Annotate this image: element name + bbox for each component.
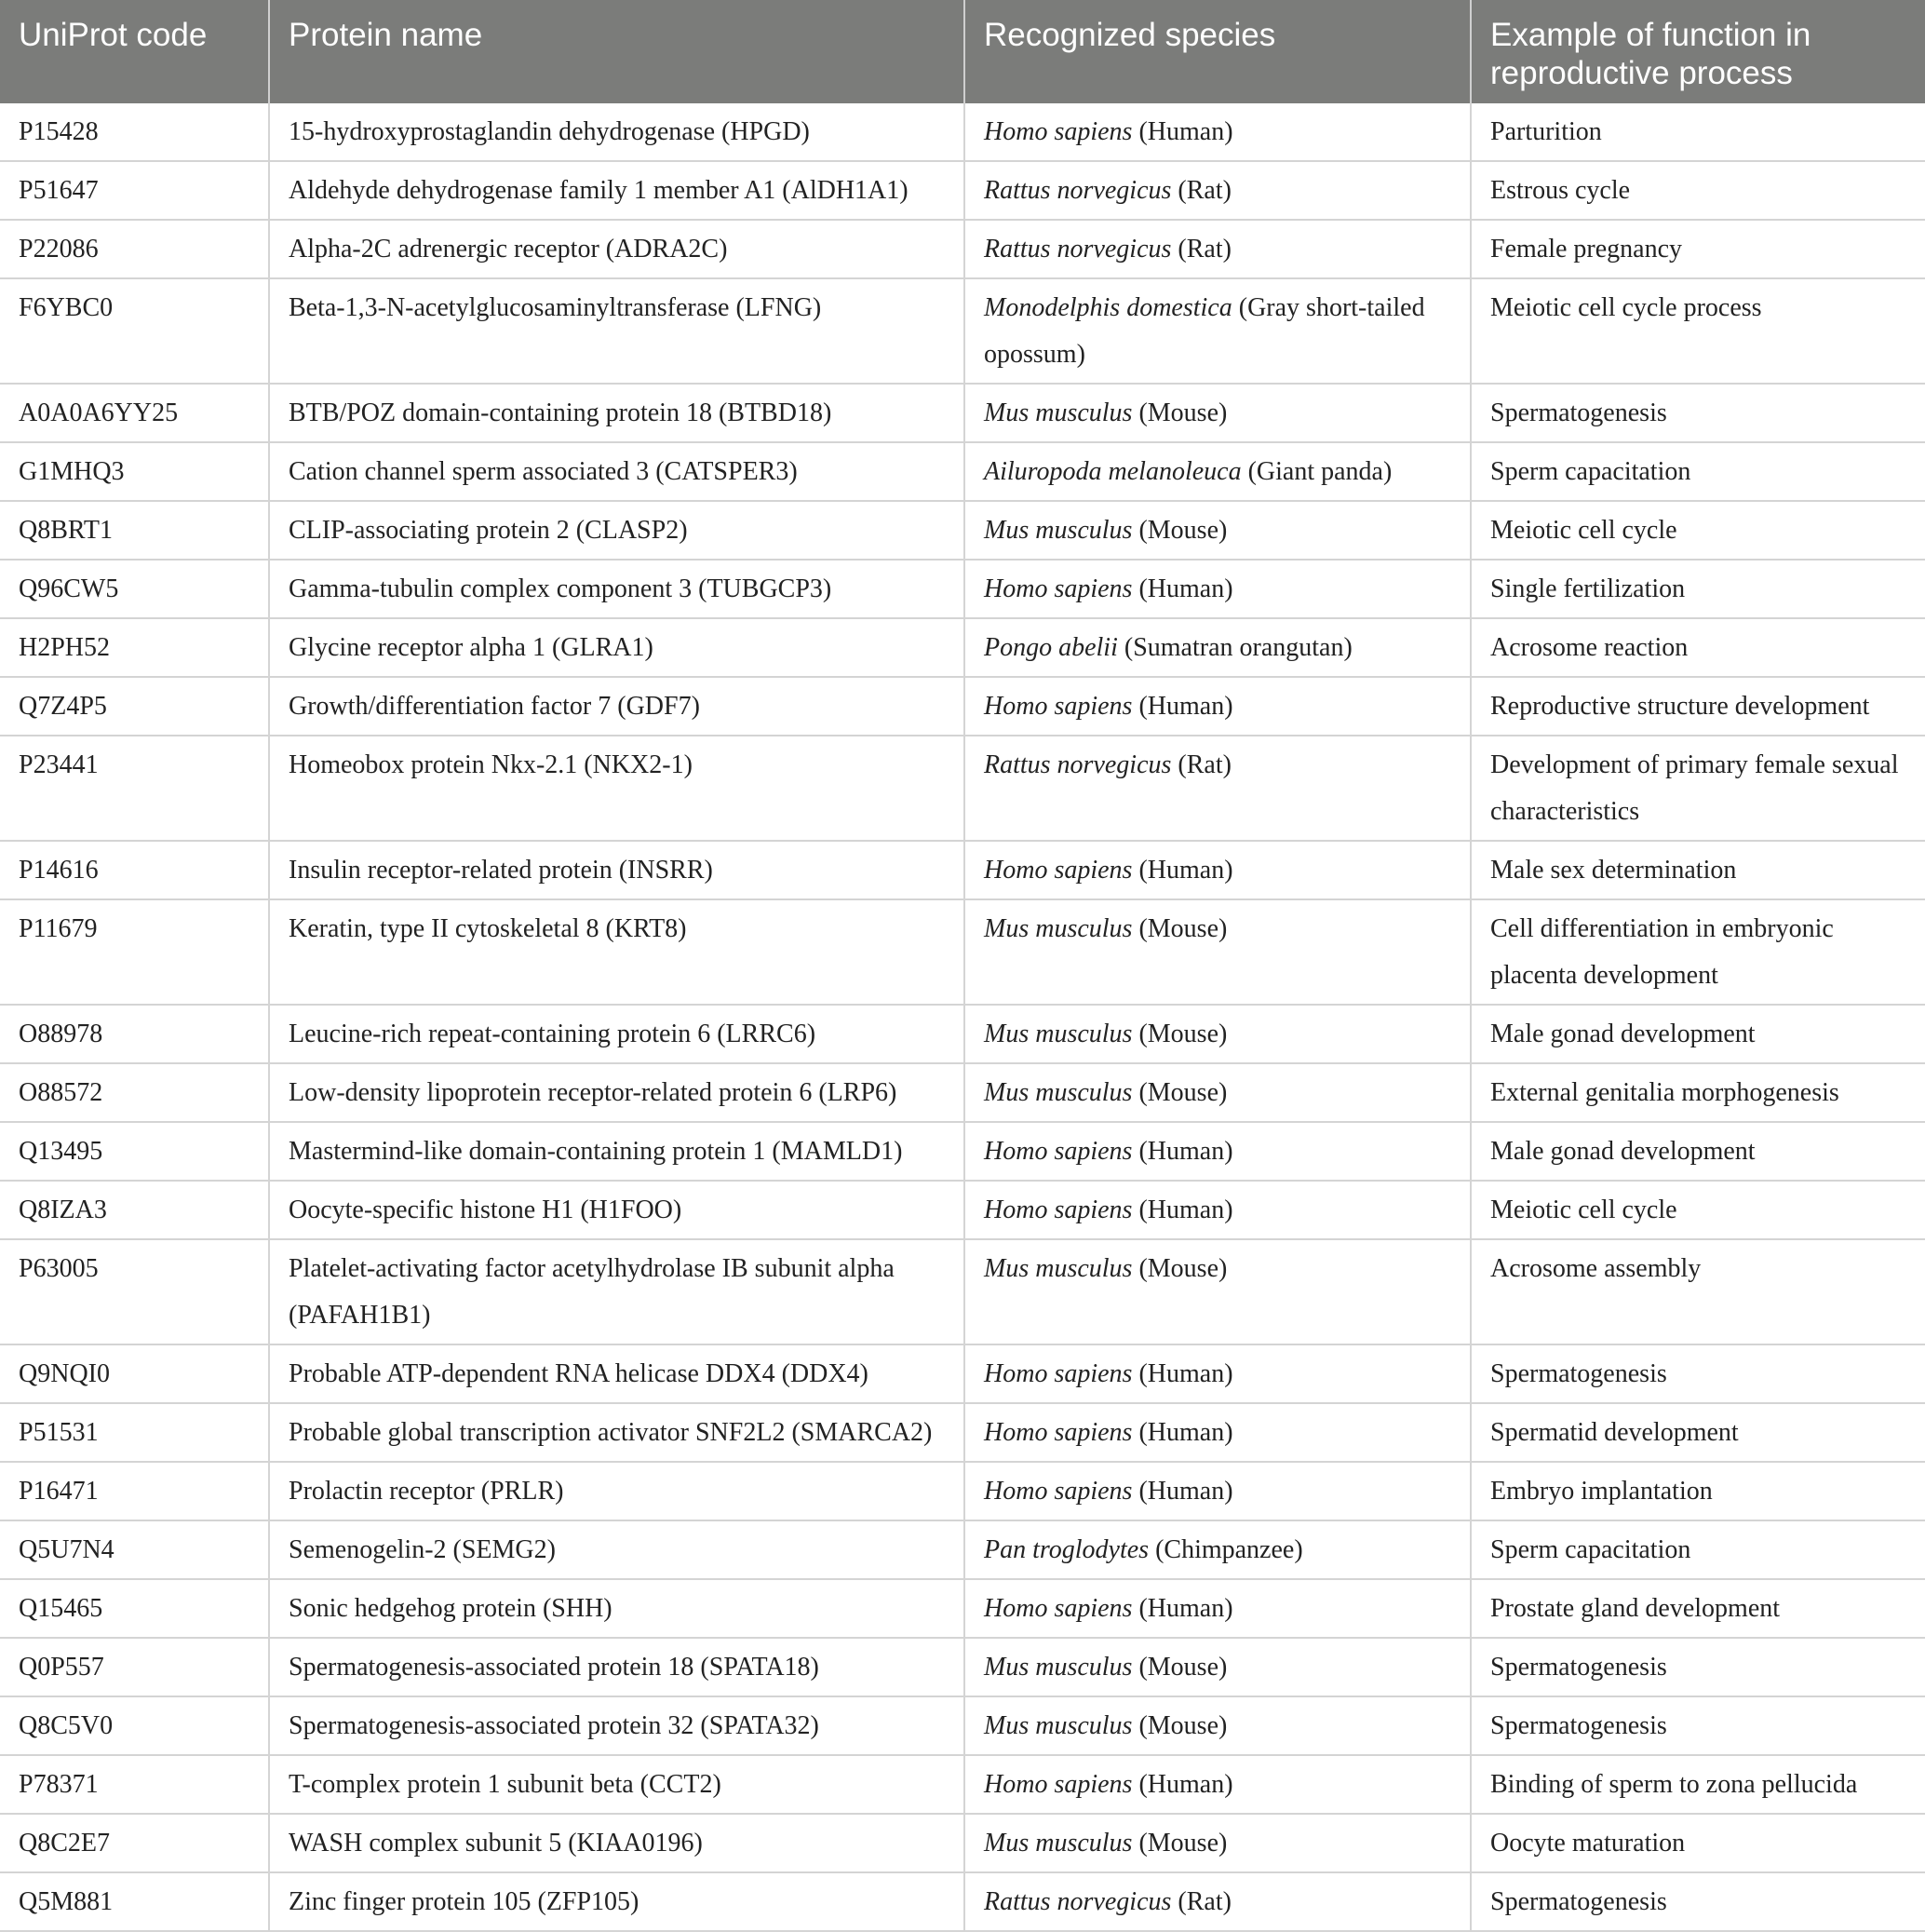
species-cell bbox=[964, 736, 1471, 841]
species-cell bbox=[964, 1239, 1471, 1344]
table-row bbox=[0, 1579, 1925, 1638]
header-uniprot-code: UniProt code bbox=[0, 0, 269, 103]
protein-name-cell: Probable ATP-dependent RNA helicase DDX4 (DDX4) bbox=[269, 1344, 964, 1403]
header-recognized-species: Recognized species bbox=[964, 0, 1471, 103]
header-protein-name: Protein name bbox=[269, 0, 964, 103]
species-common-name: (Chimpanzee) bbox=[1155, 1535, 1303, 1564]
uniprot-code-cell: Q5U7N4 bbox=[0, 1520, 269, 1579]
species-cell bbox=[964, 161, 1471, 220]
species-latin-name: Homo sapiens bbox=[984, 117, 1133, 146]
table-row bbox=[0, 1181, 1925, 1239]
species-latin-name: Mus musculus bbox=[984, 1020, 1133, 1048]
table-row bbox=[0, 501, 1925, 560]
species-common-name: (Mouse) bbox=[1138, 399, 1228, 427]
species-latin-name: Rattus norvegicus bbox=[984, 750, 1172, 779]
species-cell bbox=[964, 1403, 1471, 1462]
species-common-name: (Rat) bbox=[1178, 235, 1232, 263]
protein-name-cell: Spermatogenesis-associated protein 18 (SPATA18) bbox=[269, 1638, 964, 1696]
protein-name-cell: Growth/differentiation factor 7 (GDF7) bbox=[269, 677, 964, 736]
species-cell bbox=[964, 501, 1471, 560]
uniprot-code-cell: Q15465 bbox=[0, 1579, 269, 1638]
function-cell: Development of primary female sexual characteristics bbox=[1471, 736, 1925, 841]
function-cell: Sperm capacitation bbox=[1471, 1520, 1925, 1579]
uniprot-code-cell: Q5M881 bbox=[0, 1872, 269, 1931]
species-common-name: (Human) bbox=[1138, 1418, 1233, 1447]
uniprot-code-cell: P14616 bbox=[0, 841, 269, 899]
species-cell bbox=[964, 841, 1471, 899]
species-cell bbox=[964, 1579, 1471, 1638]
table-row bbox=[0, 1462, 1925, 1520]
table-row bbox=[0, 618, 1925, 677]
species-common-name: (Mouse) bbox=[1138, 516, 1228, 545]
uniprot-code-cell: A0A0A6YY25 bbox=[0, 384, 269, 442]
species-latin-name: Rattus norvegicus bbox=[984, 1887, 1172, 1916]
uniprot-code-cell: P51531 bbox=[0, 1403, 269, 1462]
species-cell bbox=[964, 442, 1471, 501]
protein-name-cell: Probable global transcription activator SNF2L2 (SMARCA2) bbox=[269, 1403, 964, 1462]
function-cell: Single fertilization bbox=[1471, 560, 1925, 618]
protein-name-cell: Glycine receptor alpha 1 (GLRA1) bbox=[269, 618, 964, 677]
protein-name-cell: CLIP-associating protein 2 (CLASP2) bbox=[269, 501, 964, 560]
uniprot-code-cell: Q8C5V0 bbox=[0, 1696, 269, 1755]
species-cell bbox=[964, 384, 1471, 442]
function-cell: Spermatogenesis bbox=[1471, 1638, 1925, 1696]
species-cell bbox=[964, 1181, 1471, 1239]
function-cell: Prostate gland development bbox=[1471, 1579, 1925, 1638]
function-cell: Estrous cycle bbox=[1471, 161, 1925, 220]
species-common-name: (Rat) bbox=[1178, 750, 1232, 779]
species-common-name: (Human) bbox=[1138, 1770, 1233, 1799]
species-cell bbox=[964, 1638, 1471, 1696]
table-row bbox=[0, 1872, 1925, 1931]
function-cell: Acrosome reaction bbox=[1471, 618, 1925, 677]
protein-name-cell: Alpha-2C adrenergic receptor (ADRA2C) bbox=[269, 220, 964, 278]
species-common-name: (Human) bbox=[1138, 692, 1233, 721]
protein-name-cell: Low-density lipoprotein receptor-related protein 6 (LRP6) bbox=[269, 1063, 964, 1122]
function-cell: Sperm capacitation bbox=[1471, 442, 1925, 501]
protein-name-cell: WASH complex subunit 5 (KIAA0196) bbox=[269, 1814, 964, 1872]
header-row bbox=[0, 0, 1925, 103]
table-row bbox=[0, 736, 1925, 841]
species-cell bbox=[964, 1005, 1471, 1063]
protein-name-cell: Prolactin receptor (PRLR) bbox=[269, 1462, 964, 1520]
species-cell bbox=[964, 560, 1471, 618]
function-cell: External genitalia morphogenesis bbox=[1471, 1063, 1925, 1122]
species-cell bbox=[964, 677, 1471, 736]
function-cell: Male gonad development bbox=[1471, 1122, 1925, 1181]
species-latin-name: Homo sapiens bbox=[984, 692, 1133, 721]
species-latin-name: Homo sapiens bbox=[984, 856, 1133, 885]
protein-name-cell: Platelet-activating factor acetylhydrolase IB subunit alpha (PAFAH1B1) bbox=[269, 1239, 964, 1344]
function-cell: Female pregnancy bbox=[1471, 220, 1925, 278]
uniprot-code-cell: F6YBC0 bbox=[0, 278, 269, 384]
function-cell: Male gonad development bbox=[1471, 1005, 1925, 1063]
uniprot-code-cell: G1MHQ3 bbox=[0, 442, 269, 501]
species-cell bbox=[964, 1755, 1471, 1814]
protein-name-cell: Spermatogenesis-associated protein 32 (SPATA32) bbox=[269, 1696, 964, 1755]
function-cell: Spermatogenesis bbox=[1471, 1344, 1925, 1403]
function-cell: Meiotic cell cycle process bbox=[1471, 278, 1925, 384]
uniprot-code-cell: P11679 bbox=[0, 899, 269, 1005]
species-latin-name: Mus musculus bbox=[984, 1254, 1133, 1283]
table-row bbox=[0, 278, 1925, 384]
protein-name-cell: Homeobox protein Nkx-2.1 (NKX2-1) bbox=[269, 736, 964, 841]
table-row bbox=[0, 1344, 1925, 1403]
function-cell: Spermatid development bbox=[1471, 1403, 1925, 1462]
uniprot-code-cell: Q8C2E7 bbox=[0, 1814, 269, 1872]
function-cell: Spermatogenesis bbox=[1471, 1696, 1925, 1755]
species-cell bbox=[964, 103, 1471, 161]
uniprot-code-cell: O88572 bbox=[0, 1063, 269, 1122]
species-latin-name: Monodelphis domestica bbox=[984, 293, 1232, 322]
table-row bbox=[0, 1638, 1925, 1696]
table-row bbox=[0, 103, 1925, 161]
header-example-function: Example of function in reproductive process bbox=[1471, 0, 1925, 103]
protein-name-cell: Gamma-tubulin complex component 3 (TUBGCP3) bbox=[269, 560, 964, 618]
species-latin-name: Rattus norvegicus bbox=[984, 235, 1172, 263]
protein-name-cell: Cation channel sperm associated 3 (CATSPER3) bbox=[269, 442, 964, 501]
species-latin-name: Mus musculus bbox=[984, 1653, 1133, 1682]
function-cell: Acrosome assembly bbox=[1471, 1239, 1925, 1344]
function-cell: Male sex determination bbox=[1471, 841, 1925, 899]
species-common-name: (Human) bbox=[1138, 856, 1233, 885]
table-row bbox=[0, 1755, 1925, 1814]
species-latin-name: Mus musculus bbox=[984, 399, 1133, 427]
species-common-name: (Mouse) bbox=[1138, 1711, 1228, 1740]
uniprot-code-cell: Q96CW5 bbox=[0, 560, 269, 618]
function-cell: Meiotic cell cycle bbox=[1471, 501, 1925, 560]
species-common-name: (Human) bbox=[1138, 1137, 1233, 1166]
species-common-name: (Human) bbox=[1138, 1196, 1233, 1224]
protein-name-cell: BTB/POZ domain-containing protein 18 (BTBD18) bbox=[269, 384, 964, 442]
table-row bbox=[0, 560, 1925, 618]
species-common-name: (Mouse) bbox=[1138, 1829, 1228, 1858]
species-latin-name: Mus musculus bbox=[984, 1711, 1133, 1740]
uniprot-code-cell: P23441 bbox=[0, 736, 269, 841]
species-latin-name: Mus musculus bbox=[984, 914, 1133, 943]
species-common-name: (Mouse) bbox=[1138, 1653, 1228, 1682]
protein-name-cell: Semenogelin-2 (SEMG2) bbox=[269, 1520, 964, 1579]
protein-name-cell: Zinc finger protein 105 (ZFP105) bbox=[269, 1872, 964, 1931]
species-latin-name: Homo sapiens bbox=[984, 1359, 1133, 1388]
species-cell bbox=[964, 899, 1471, 1005]
species-latin-name: Homo sapiens bbox=[984, 1196, 1133, 1224]
species-cell bbox=[964, 1344, 1471, 1403]
species-common-name: (Human) bbox=[1138, 117, 1233, 146]
protein-name-cell: Beta-1,3-N-acetylglucosaminyltransferase (LFNG) bbox=[269, 278, 964, 384]
uniprot-code-cell: Q0P557 bbox=[0, 1638, 269, 1696]
species-cell bbox=[964, 1872, 1471, 1931]
table-row bbox=[0, 442, 1925, 501]
function-cell: Cell differentiation in embryonic placenta development bbox=[1471, 899, 1925, 1005]
species-latin-name: Mus musculus bbox=[984, 516, 1133, 545]
species-common-name: (Mouse) bbox=[1138, 1254, 1228, 1283]
table-row bbox=[0, 677, 1925, 736]
species-common-name: (Human) bbox=[1138, 574, 1233, 603]
species-common-name: (Rat) bbox=[1178, 176, 1232, 205]
table-row bbox=[0, 1403, 1925, 1462]
uniprot-code-cell: P15428 bbox=[0, 103, 269, 161]
species-common-name: (Rat) bbox=[1178, 1887, 1232, 1916]
species-cell bbox=[964, 1122, 1471, 1181]
species-common-name: (Giant panda) bbox=[1247, 457, 1393, 486]
species-latin-name: Homo sapiens bbox=[984, 1594, 1133, 1623]
table-row bbox=[0, 1814, 1925, 1872]
function-cell: Reproductive structure development bbox=[1471, 677, 1925, 736]
species-latin-name: Homo sapiens bbox=[984, 1137, 1133, 1166]
species-latin-name: Homo sapiens bbox=[984, 1770, 1133, 1799]
uniprot-code-cell: Q13495 bbox=[0, 1122, 269, 1181]
uniprot-code-cell: P51647 bbox=[0, 161, 269, 220]
species-latin-name: Mus musculus bbox=[984, 1078, 1133, 1107]
species-common-name: (Mouse) bbox=[1138, 1020, 1228, 1048]
table-row bbox=[0, 899, 1925, 1005]
table-row bbox=[0, 1005, 1925, 1063]
table-row bbox=[0, 1696, 1925, 1755]
uniprot-code-cell: Q7Z4P5 bbox=[0, 677, 269, 736]
species-cell bbox=[964, 1520, 1471, 1579]
function-cell: Meiotic cell cycle bbox=[1471, 1181, 1925, 1239]
protein-name-cell: 15-hydroxyprostaglandin dehydrogenase (HPGD) bbox=[269, 103, 964, 161]
uniprot-code-cell: P78371 bbox=[0, 1755, 269, 1814]
protein-name-cell: Insulin receptor-related protein (INSRR) bbox=[269, 841, 964, 899]
species-cell bbox=[964, 220, 1471, 278]
species-latin-name: Rattus norvegicus bbox=[984, 176, 1172, 205]
uniprot-code-cell: H2PH52 bbox=[0, 618, 269, 677]
table-row bbox=[0, 220, 1925, 278]
uniprot-code-cell: P22086 bbox=[0, 220, 269, 278]
species-cell bbox=[964, 1696, 1471, 1755]
uniprot-code-cell: Q9NQI0 bbox=[0, 1344, 269, 1403]
species-latin-name: Pan troglodytes bbox=[984, 1535, 1150, 1564]
species-latin-name: Homo sapiens bbox=[984, 1418, 1133, 1447]
species-cell bbox=[964, 1462, 1471, 1520]
function-cell: Spermatogenesis bbox=[1471, 1872, 1925, 1931]
species-latin-name: Pongo abelii bbox=[984, 633, 1118, 662]
uniprot-code-cell: P63005 bbox=[0, 1239, 269, 1344]
protein-name-cell: Oocyte-specific histone H1 (H1FOO) bbox=[269, 1181, 964, 1239]
uniprot-code-cell: P16471 bbox=[0, 1462, 269, 1520]
protein-name-cell: Mastermind-like domain-containing protein 1 (MAMLD1) bbox=[269, 1122, 964, 1181]
protein-name-cell: Sonic hedgehog protein (SHH) bbox=[269, 1579, 964, 1638]
protein-name-cell: Leucine-rich repeat-containing protein 6 (LRRC6) bbox=[269, 1005, 964, 1063]
function-cell: Embryo implantation bbox=[1471, 1462, 1925, 1520]
species-cell bbox=[964, 618, 1471, 677]
function-cell: Binding of sperm to zona pellucida bbox=[1471, 1755, 1925, 1814]
function-cell: Oocyte maturation bbox=[1471, 1814, 1925, 1872]
table-row bbox=[0, 1239, 1925, 1344]
protein-name-cell: Keratin, type II cytoskeletal 8 (KRT8) bbox=[269, 899, 964, 1005]
species-latin-name: Homo sapiens bbox=[984, 574, 1133, 603]
uniprot-code-cell: O88978 bbox=[0, 1005, 269, 1063]
function-cell: Parturition bbox=[1471, 103, 1925, 161]
species-common-name: (Human) bbox=[1138, 1359, 1233, 1388]
species-common-name: (Mouse) bbox=[1138, 1078, 1228, 1107]
species-latin-name: Ailuropoda melanoleuca bbox=[984, 457, 1242, 486]
species-common-name: (Human) bbox=[1138, 1477, 1233, 1506]
table-row bbox=[0, 1063, 1925, 1122]
table-body bbox=[0, 103, 1925, 1931]
species-cell bbox=[964, 1814, 1471, 1872]
table-row bbox=[0, 384, 1925, 442]
uniprot-code-cell: Q8BRT1 bbox=[0, 501, 269, 560]
species-common-name: (Mouse) bbox=[1138, 914, 1228, 943]
table-row bbox=[0, 841, 1925, 899]
protein-name-cell: T-complex protein 1 subunit beta (CCT2) bbox=[269, 1755, 964, 1814]
uniprot-code-cell: Q8IZA3 bbox=[0, 1181, 269, 1239]
species-cell bbox=[964, 1063, 1471, 1122]
species-cell bbox=[964, 278, 1471, 384]
species-common-name: (Gray short-tailed opossum) bbox=[984, 293, 1425, 369]
table-row bbox=[0, 1122, 1925, 1181]
species-common-name: (Human) bbox=[1138, 1594, 1233, 1623]
species-latin-name: Homo sapiens bbox=[984, 1477, 1133, 1506]
function-cell: Spermatogenesis bbox=[1471, 384, 1925, 442]
table-header bbox=[0, 0, 1925, 103]
species-latin-name: Mus musculus bbox=[984, 1829, 1133, 1858]
species-common-name: (Sumatran orangutan) bbox=[1124, 633, 1353, 662]
table-row bbox=[0, 1520, 1925, 1579]
protein-name-cell: Aldehyde dehydrogenase family 1 member A1 (AlDH1A1) bbox=[269, 161, 964, 220]
table-row bbox=[0, 161, 1925, 220]
